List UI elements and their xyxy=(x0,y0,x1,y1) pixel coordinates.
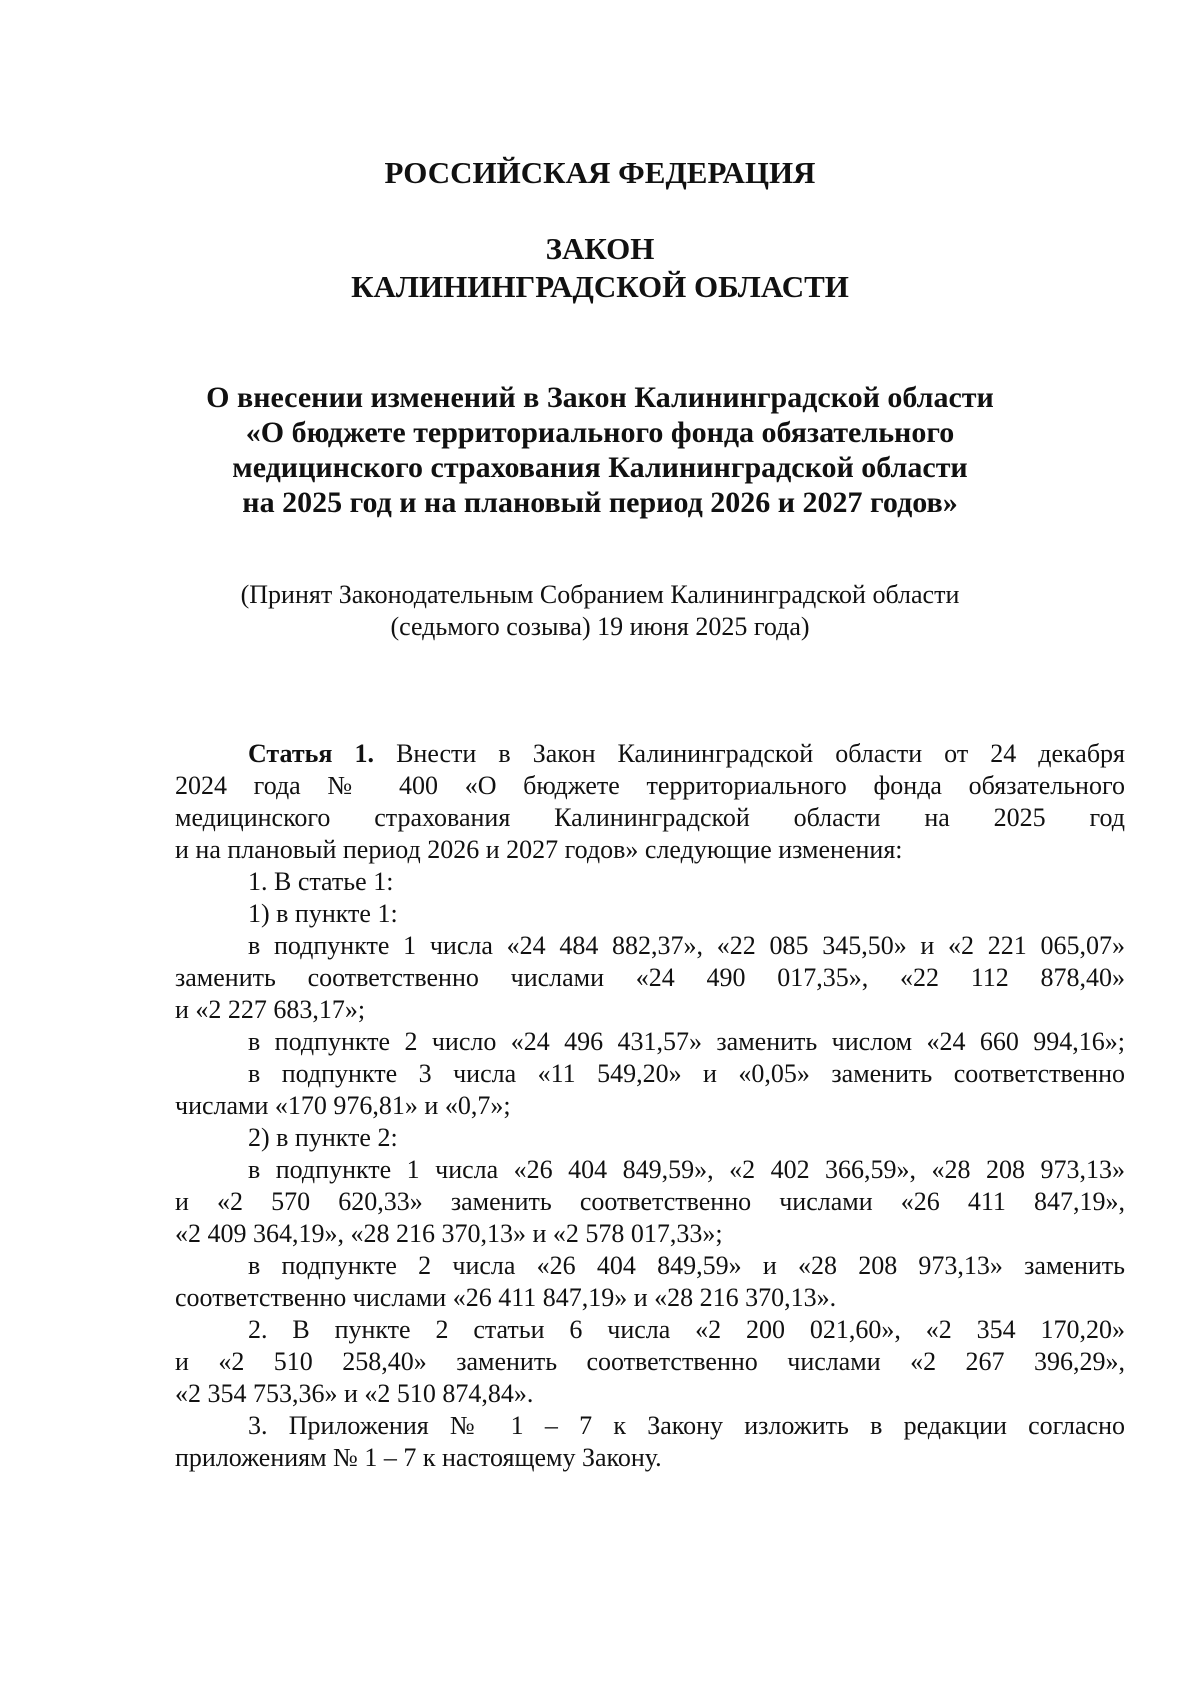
point-2-subpoint-2-line-2: соответственно числами «26 411 847,19» и «28 216 370,13». xyxy=(175,1283,837,1312)
subject-line-4: на 2025 год и на плановый период 2026 и 2027 годов» xyxy=(242,486,958,519)
point-2-subpoint-1-line-1: в подпункте 1 числа «26 404 849,59», «2 402 366,59», «28 208 973,13» xyxy=(248,1155,1125,1184)
item-2-line-2: и «2 510 258,40» заменить соответственно числами «2 267 396,29», xyxy=(175,1347,1125,1376)
item-3-line-1: 3. Приложения № 1 – 7 к Закону изложить в редакции согласно xyxy=(248,1411,1125,1440)
country-heading: РОССИЙСКАЯ ФЕДЕРАЦИЯ xyxy=(384,155,816,190)
subpoint-1-line-2: заменить соответственно числами «24 490 017,35», «22 112 878,40» xyxy=(175,963,1125,992)
subpoint-3-line-1: в подпункте 3 числа «11 549,20» и «0,05» заменить соответственно xyxy=(248,1059,1125,1088)
point-2-subpoint-2-line-1: в подпункте 2 числа «26 404 849,59» и «28 208 973,13» заменить xyxy=(248,1251,1125,1280)
subpoint-2: в подпункте 2 число «24 496 431,57» заменить числом «24 660 994,16»; xyxy=(248,1027,1125,1056)
article-1-body xyxy=(175,738,1125,1474)
point-2-subpoint-1-line-2: и «2 570 620,33» заменить соответственно числами «26 411 847,19», xyxy=(175,1187,1125,1216)
article-1-label: Статья 1. xyxy=(248,739,374,768)
subject-line-3: медицинского страхования Калининградской области xyxy=(232,451,968,484)
subject-line-1: О внесении изменений в Закон Калининградской области xyxy=(206,381,994,414)
item-1-point-1: 1) в пункте 1: xyxy=(248,899,398,928)
item-2-line-1: 2. В пункте 2 статьи 6 числа «2 200 021,60», «2 354 170,20» xyxy=(248,1315,1125,1344)
article-1-intro-line-1 xyxy=(175,738,1125,770)
article-1-intro-line-2: 2024 года № 400 «О бюджете территориального фонда обязательного xyxy=(175,771,1125,800)
subpoint-1-line-3: и «2 227 683,17»; xyxy=(175,995,366,1024)
item-1-point-2: 2) в пункте 2: xyxy=(248,1123,398,1152)
item-1: 1. В статье 1: xyxy=(248,867,394,896)
law-heading xyxy=(0,230,1200,306)
adoption-line-1: (Принят Законодательным Собранием Калининградской области xyxy=(240,580,960,609)
law-subject xyxy=(0,380,1200,520)
subpoint-3-line-2: числами «170 976,81» и «0,7»; xyxy=(175,1091,511,1120)
subpoint-1-line-1: в подпункте 1 числа «24 484 882,37», «22 085 345,50» и «2 221 065,07» xyxy=(248,931,1125,960)
point-2-subpoint-1-line-3: «2 409 364,19», «28 216 370,13» и «2 578 017,33»; xyxy=(175,1219,723,1248)
subject-line-2: «О бюджете территориального фонда обязательного xyxy=(245,416,955,449)
adoption-line-2: (седьмого созыва) 19 июня 2025 года) xyxy=(390,612,810,641)
law-region-line: КАЛИНИНГРАДСКОЙ ОБЛАСТИ xyxy=(351,269,849,304)
law-title-line: ЗАКОН xyxy=(545,231,655,266)
adoption-note xyxy=(0,579,1200,643)
article-1-intro-text: Внести в Закон Калининградской области от 24 декабря xyxy=(396,739,1126,768)
article-1-intro-line-4: и на плановый период 2026 и 2027 годов» следующие изменения: xyxy=(175,835,903,864)
item-2-line-3: «2 354 753,36» и «2 510 874,84». xyxy=(175,1379,534,1408)
article-1-intro-line-3: медицинского страхования Калининградской области на 2025 год xyxy=(175,803,1125,832)
item-3-line-2: приложениям № 1 – 7 к настоящему Закону. xyxy=(175,1443,662,1472)
